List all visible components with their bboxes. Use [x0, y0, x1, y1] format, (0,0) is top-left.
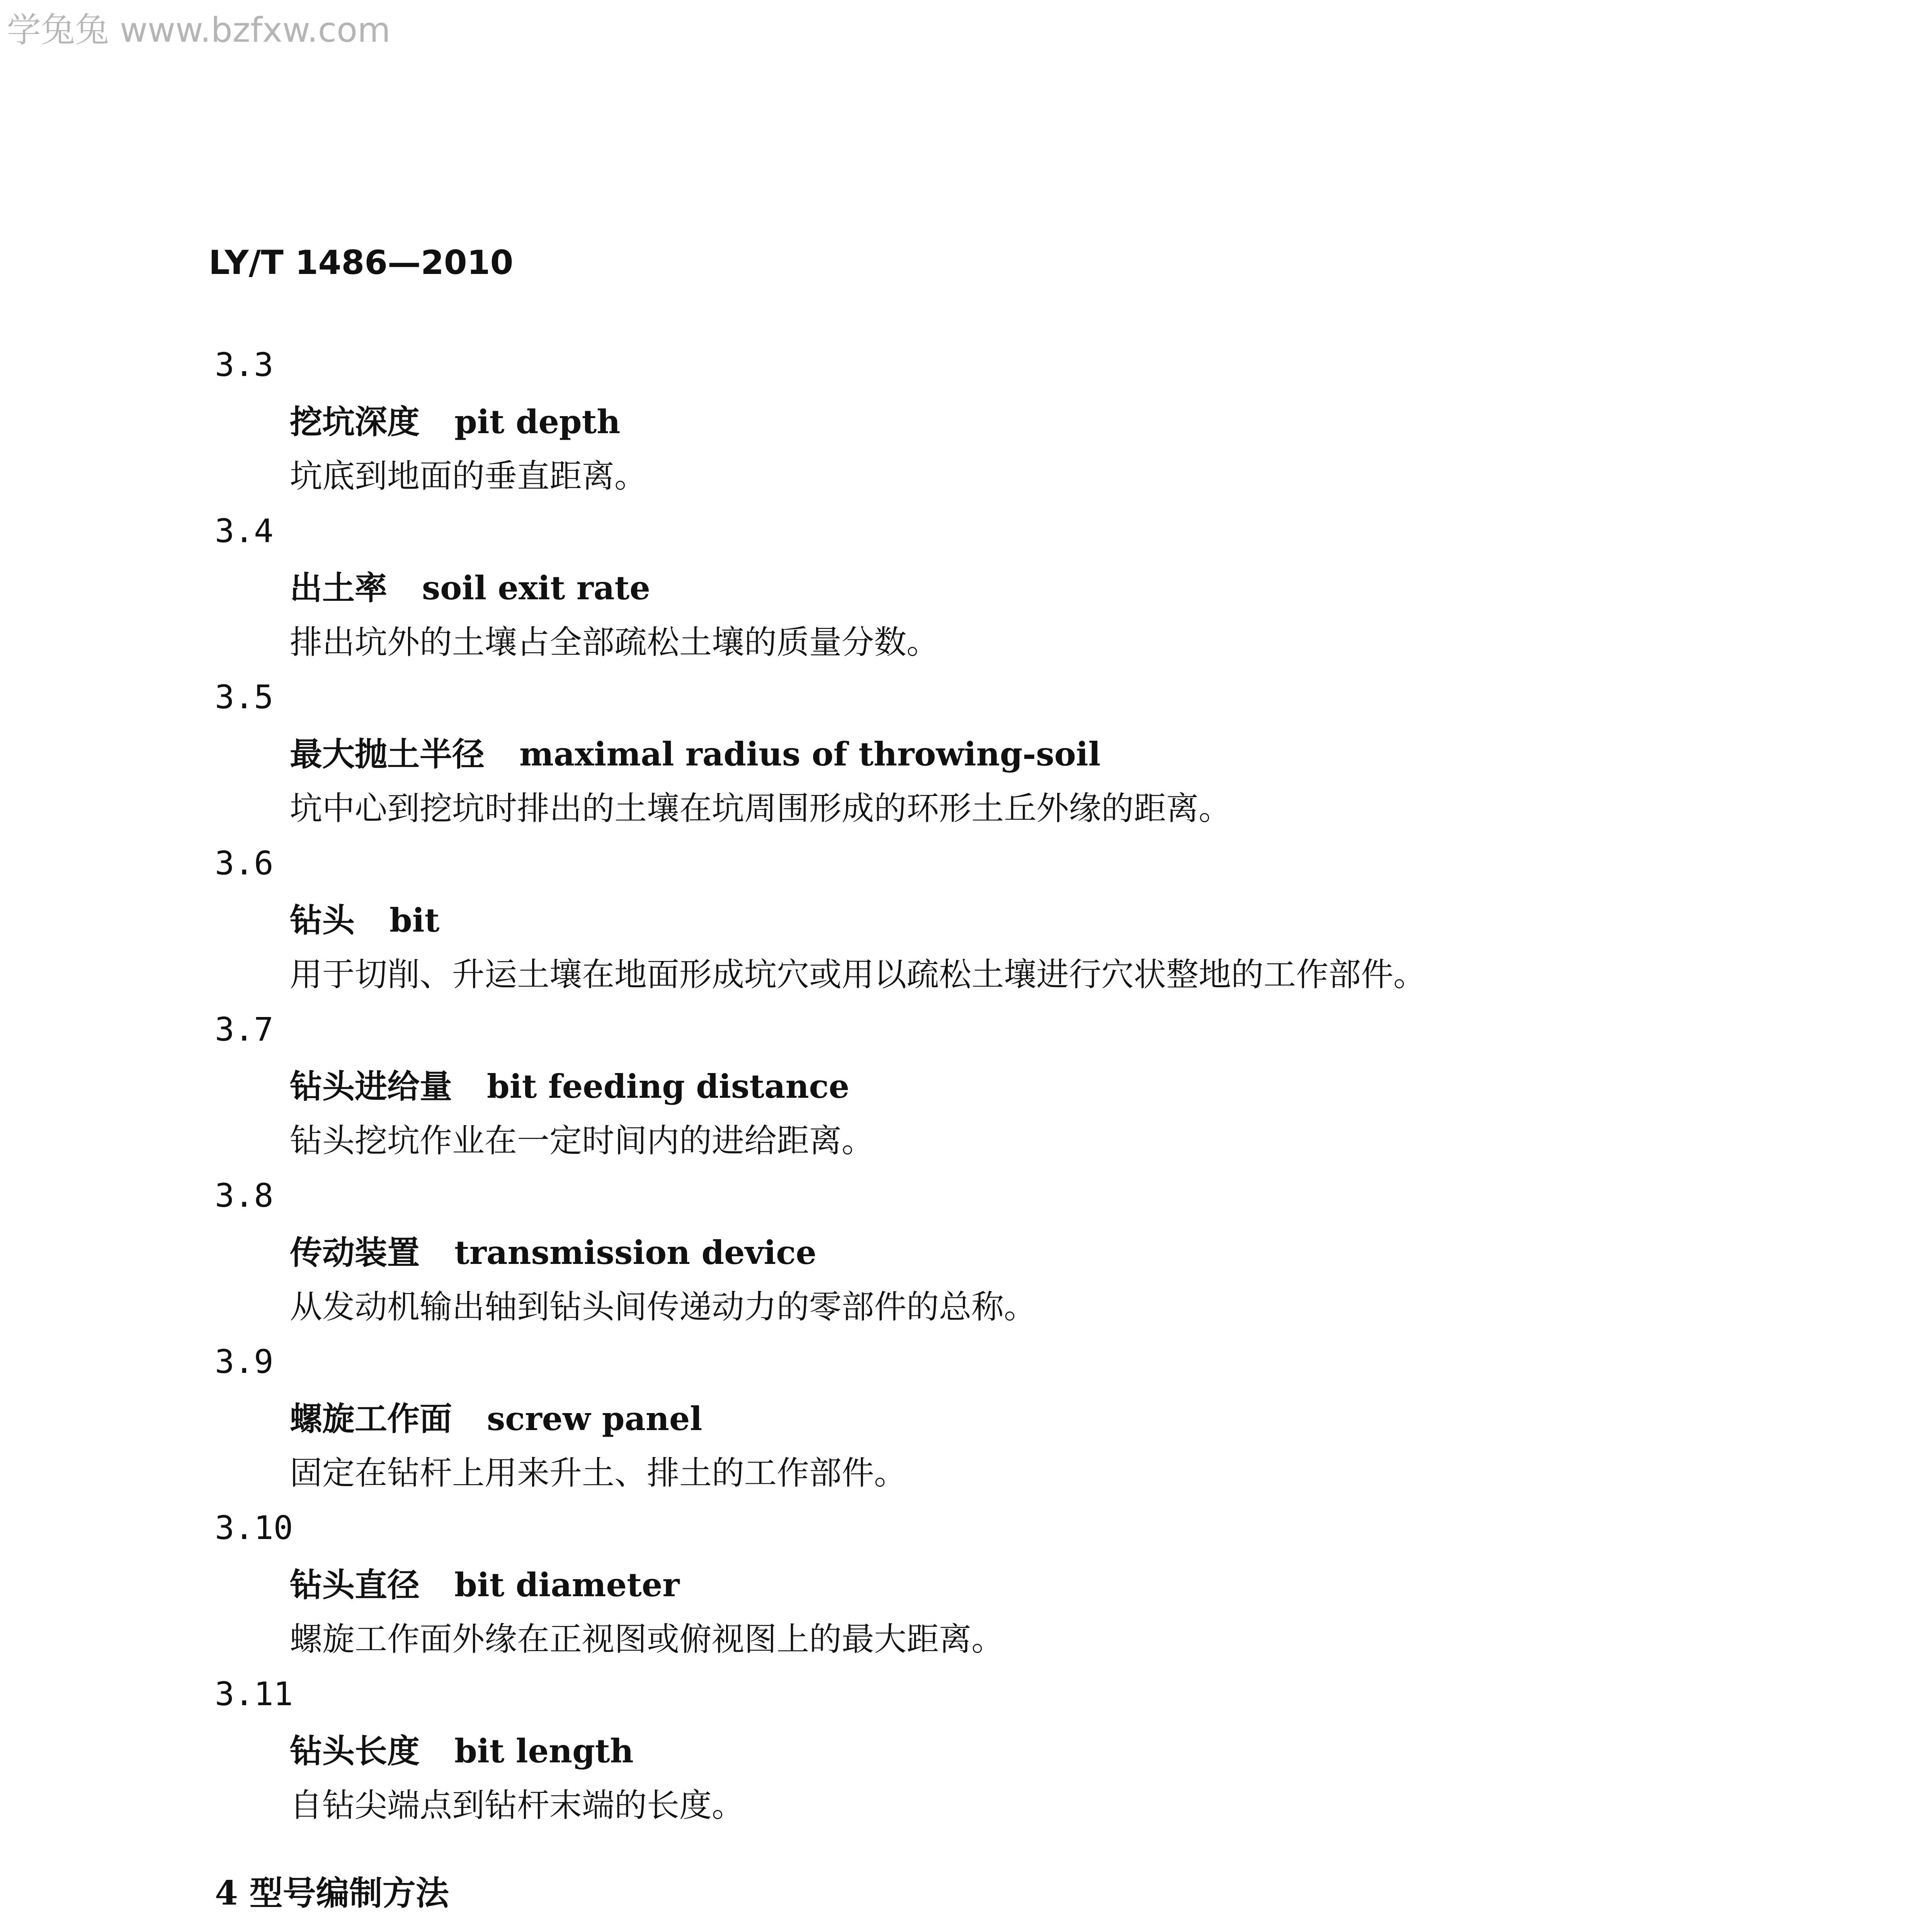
term-title — [290, 562, 650, 609]
term-definition: 钻头挖坑作业在一定时间内的进给距离。 — [290, 1122, 874, 1160]
term-zh: 钻头直径 — [290, 1566, 420, 1604]
term-number: 3.7 — [215, 1010, 274, 1048]
term-title — [290, 728, 1100, 775]
term-number: 3.4 — [215, 512, 274, 550]
term-en: maximal radius of throwing-soil — [519, 735, 1101, 773]
term-number: 3.3 — [215, 346, 274, 384]
term-en: bit length — [454, 1732, 634, 1770]
term-en: screw panel — [487, 1400, 702, 1438]
term-number: 3.10 — [215, 1509, 293, 1547]
term-title — [290, 1393, 702, 1440]
doc-header: LY/T 1486—2010 — [209, 243, 514, 282]
term-en: soil exit rate — [422, 569, 650, 607]
section-4-title: 4 型号编制方法 — [215, 1874, 449, 1913]
term-definition: 排出坑外的土壤占全部疏松土壤的质量分数。 — [290, 623, 939, 661]
term-zh: 钻头进给量 — [290, 1067, 452, 1105]
term-number: 3.11 — [215, 1675, 293, 1713]
term-number: 3.8 — [215, 1177, 274, 1214]
term-definition: 螺旋工作面外缘在正视图或俯视图上的最大距离。 — [290, 1620, 1004, 1658]
term-definition: 固定在钻杆上用来升土、排土的工作部件。 — [290, 1454, 907, 1492]
term-en: bit feeding distance — [487, 1067, 850, 1105]
term-zh: 传动装置 — [290, 1233, 420, 1272]
term-definition: 从发动机输出轴到钻头间传递动力的零部件的总称。 — [290, 1288, 1037, 1326]
term-title — [290, 1061, 849, 1107]
term-title — [290, 1559, 680, 1606]
term-zh: 钻头长度 — [290, 1732, 420, 1770]
term-definition: 用于切削、升运土壤在地面形成坑穴或用以疏松土壤进行穴状整地的工作部件。 — [290, 956, 1426, 993]
term-zh: 螺旋工作面 — [290, 1400, 452, 1438]
term-title — [290, 1227, 816, 1274]
watermark: 学兔兔 www.bzfxw.com — [7, 10, 391, 50]
term-title — [290, 895, 439, 941]
term-title — [290, 1725, 634, 1772]
term-number: 3.9 — [215, 1343, 274, 1381]
term-en: bit — [389, 901, 440, 939]
term-definition: 自钻尖端点到钻杆末端的长度。 — [290, 1786, 745, 1824]
term-zh: 出土率 — [290, 569, 388, 607]
term-definition: 坑中心到挖坑时排出的土壤在坑周围形成的环形土丘外缘的距离。 — [290, 789, 1231, 827]
term-zh: 最大抛土半径 — [290, 735, 485, 773]
term-zh: 挖坑深度 — [290, 403, 420, 441]
term-zh: 钻头 — [290, 901, 355, 939]
term-en: transmission device — [454, 1233, 816, 1272]
term-en: bit diameter — [454, 1566, 680, 1604]
term-number: 3.6 — [215, 844, 274, 882]
term-definition: 坑底到地面的垂直距离。 — [290, 457, 647, 495]
term-number: 3.5 — [215, 678, 274, 716]
term-en: pit depth — [454, 403, 621, 441]
term-title — [290, 396, 621, 443]
